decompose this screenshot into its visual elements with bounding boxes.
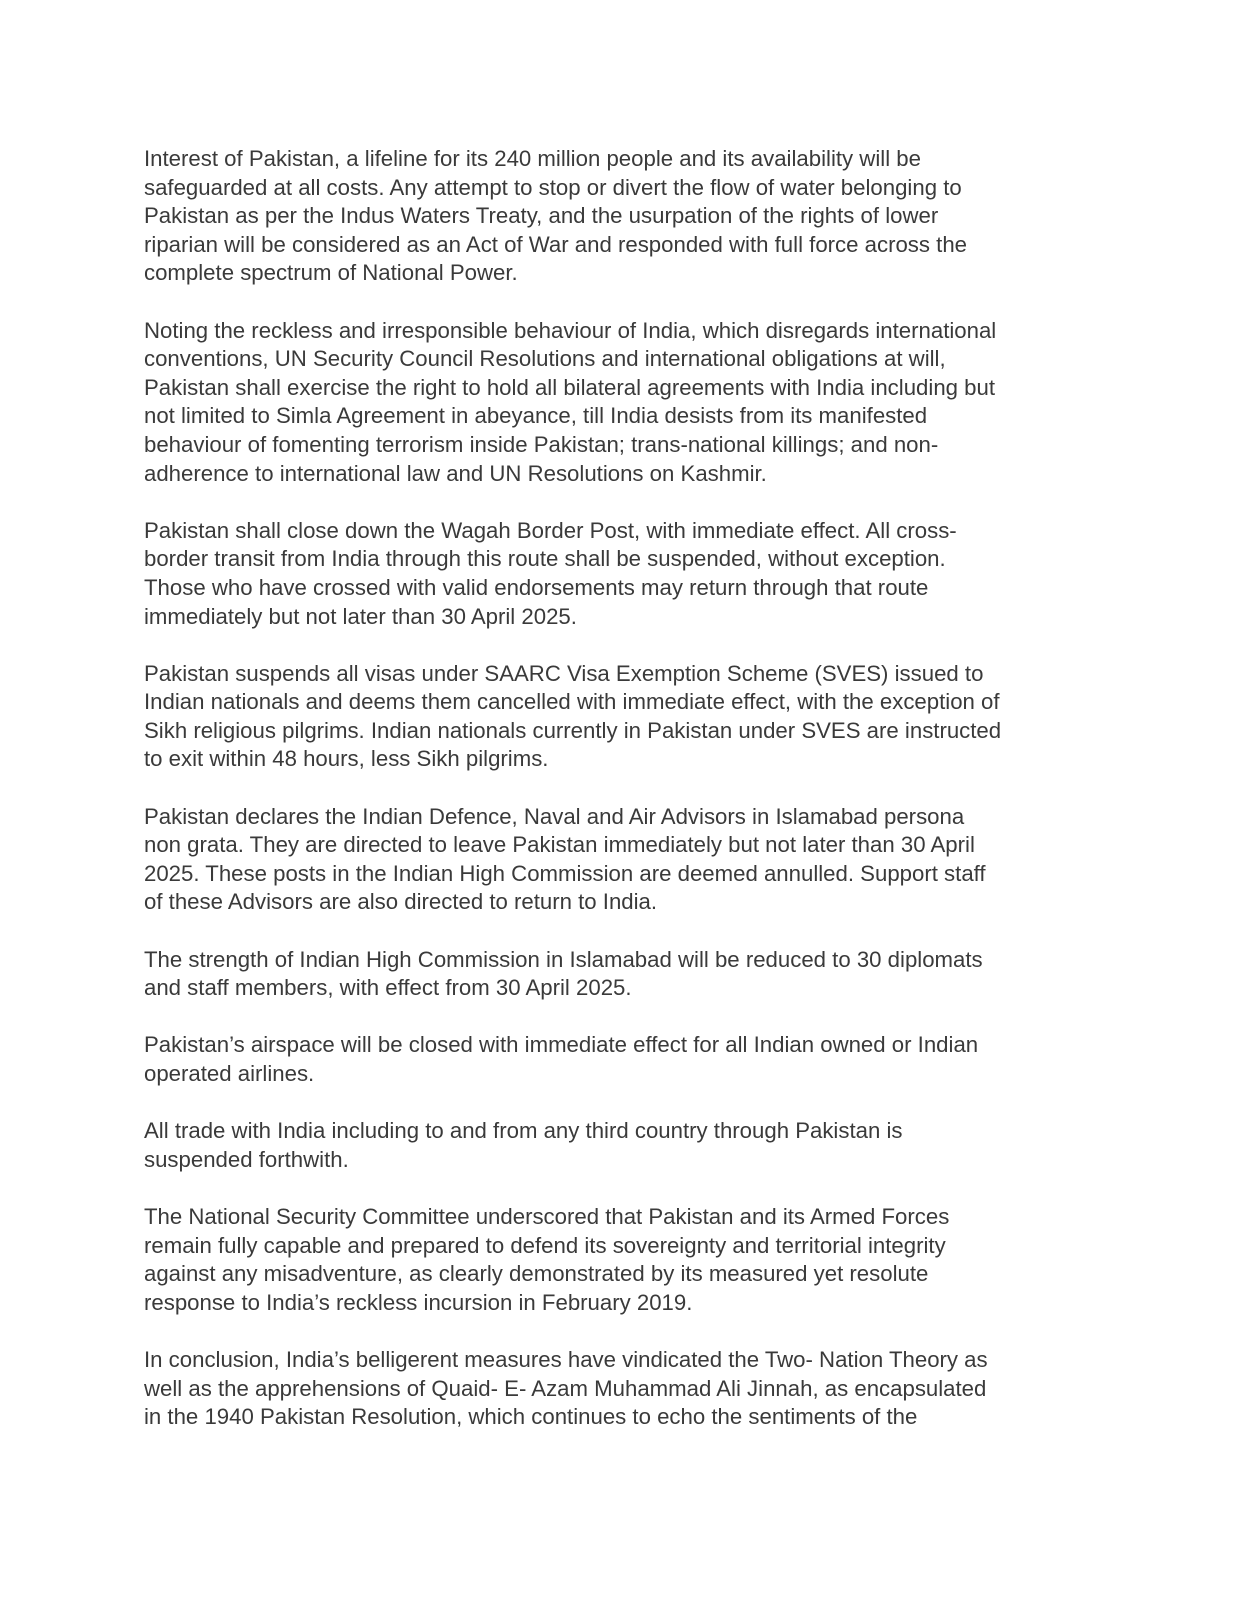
paragraph-water-rights bbox=[144, 145, 1084, 288]
text-line: The strength of Indian High Commission in Islamabad will be reduced to 30 diplomats bbox=[144, 946, 983, 972]
text-line: immediately but not later than 30 April 2025. bbox=[144, 603, 577, 629]
paragraph-wagah-border bbox=[144, 517, 1084, 631]
text-line: Those who have crossed with valid endorsements may return through that route bbox=[144, 574, 929, 600]
text-line: Pakistan’s airspace will be closed with immediate effect for all Indian owned or Indian bbox=[144, 1032, 979, 1058]
document-body bbox=[144, 145, 1084, 1460]
text-line: Interest of Pakistan, a lifeline for its 240 million people and its availability will be bbox=[144, 146, 921, 171]
text-line: Pakistan shall close down the Wagah Border Post, with immediate effect. All cross- bbox=[144, 517, 957, 543]
text-line: behaviour of fomenting terrorism inside Pakistan; trans-national killings; and non- bbox=[144, 431, 939, 457]
text-line: and staff members, with effect from 30 April 2025. bbox=[144, 975, 632, 1001]
text-line: In conclusion, India’s belligerent measures have vindicated the Two- Nation Theory as bbox=[144, 1346, 988, 1372]
text-line: of these Advisors are also directed to return to India. bbox=[144, 889, 658, 915]
text-line: Indian nationals and deems them cancelled with immediate effect, with the exception of bbox=[144, 689, 1000, 715]
text-line: against any misadventure, as clearly demonstrated by its measured yet resolute bbox=[144, 1261, 929, 1287]
text-line: riparian will be considered as an Act of War and responded with full force across the bbox=[144, 231, 968, 257]
text-line: adherence to international law and UN Resolutions on Kashmir. bbox=[144, 460, 767, 486]
paragraph-armed-forces bbox=[144, 1203, 1084, 1317]
paragraph-conclusion bbox=[144, 1346, 1084, 1432]
text-line: All trade with India including to and from any third country through Pakistan is bbox=[144, 1118, 903, 1144]
text-line: conventions, UN Security Council Resolutions and international obligations at will, bbox=[144, 346, 946, 372]
text-line: not limited to Simla Agreement in abeyance, till India desists from its manifested bbox=[144, 403, 928, 429]
text-line: suspended forthwith. bbox=[144, 1146, 349, 1172]
text-line: border transit from India through this route shall be suspended, without exception. bbox=[144, 546, 946, 572]
text-line: Pakistan declares the Indian Defence, Naval and Air Advisors in Islamabad persona bbox=[144, 803, 965, 829]
paragraph-advisors bbox=[144, 803, 1084, 917]
text-line: The National Security Committee underscored that Pakistan and its Armed Forces bbox=[144, 1203, 950, 1229]
text-line: Sikh religious pilgrims. Indian nationals currently in Pakistan under SVES are instructed bbox=[144, 717, 1002, 743]
paragraph-high-commission bbox=[144, 946, 1084, 1003]
text-line: safeguarded at all costs. Any attempt to stop or divert the flow of water belonging to bbox=[144, 174, 962, 200]
text-line: 2025. These posts in the Indian High Commission are deemed annulled. Support staff bbox=[144, 860, 986, 886]
paragraph-airspace bbox=[144, 1031, 1084, 1088]
text-line: Noting the reckless and irresponsible behaviour of India, which disregards international bbox=[144, 317, 997, 343]
paragraph-trade bbox=[144, 1117, 1084, 1174]
paragraph-bilateral-agreements bbox=[144, 317, 1084, 489]
text-line: non grata. They are directed to leave Pakistan immediately but not later than 30 April bbox=[144, 832, 975, 858]
paragraph-saarc-visas bbox=[144, 660, 1084, 774]
text-line: operated airlines. bbox=[144, 1061, 315, 1086]
text-line: remain fully capable and prepared to defend its sovereignty and territorial integrity bbox=[144, 1232, 946, 1258]
text-line: in the 1940 Pakistan Resolution, which continues to echo the sentiments of the bbox=[144, 1404, 918, 1430]
text-line: Pakistan shall exercise the right to hold all bilateral agreements with India including but bbox=[144, 374, 996, 400]
text-line: Pakistan as per the Indus Waters Treaty, and the usurpation of the rights of lower bbox=[144, 203, 939, 229]
text-line: complete spectrum of National Power. bbox=[144, 260, 518, 286]
text-line: Pakistan suspends all visas under SAARC Visa Exemption Scheme (SVES) issued to bbox=[144, 660, 984, 686]
text-line: well as the apprehensions of Quaid- E- Azam Muhammad Ali Jinnah, as encapsulated bbox=[144, 1375, 987, 1401]
text-line: response to India’s reckless incursion in February 2019. bbox=[144, 1289, 693, 1315]
text-line: to exit within 48 hours, less Sikh pilgrims. bbox=[144, 746, 549, 772]
